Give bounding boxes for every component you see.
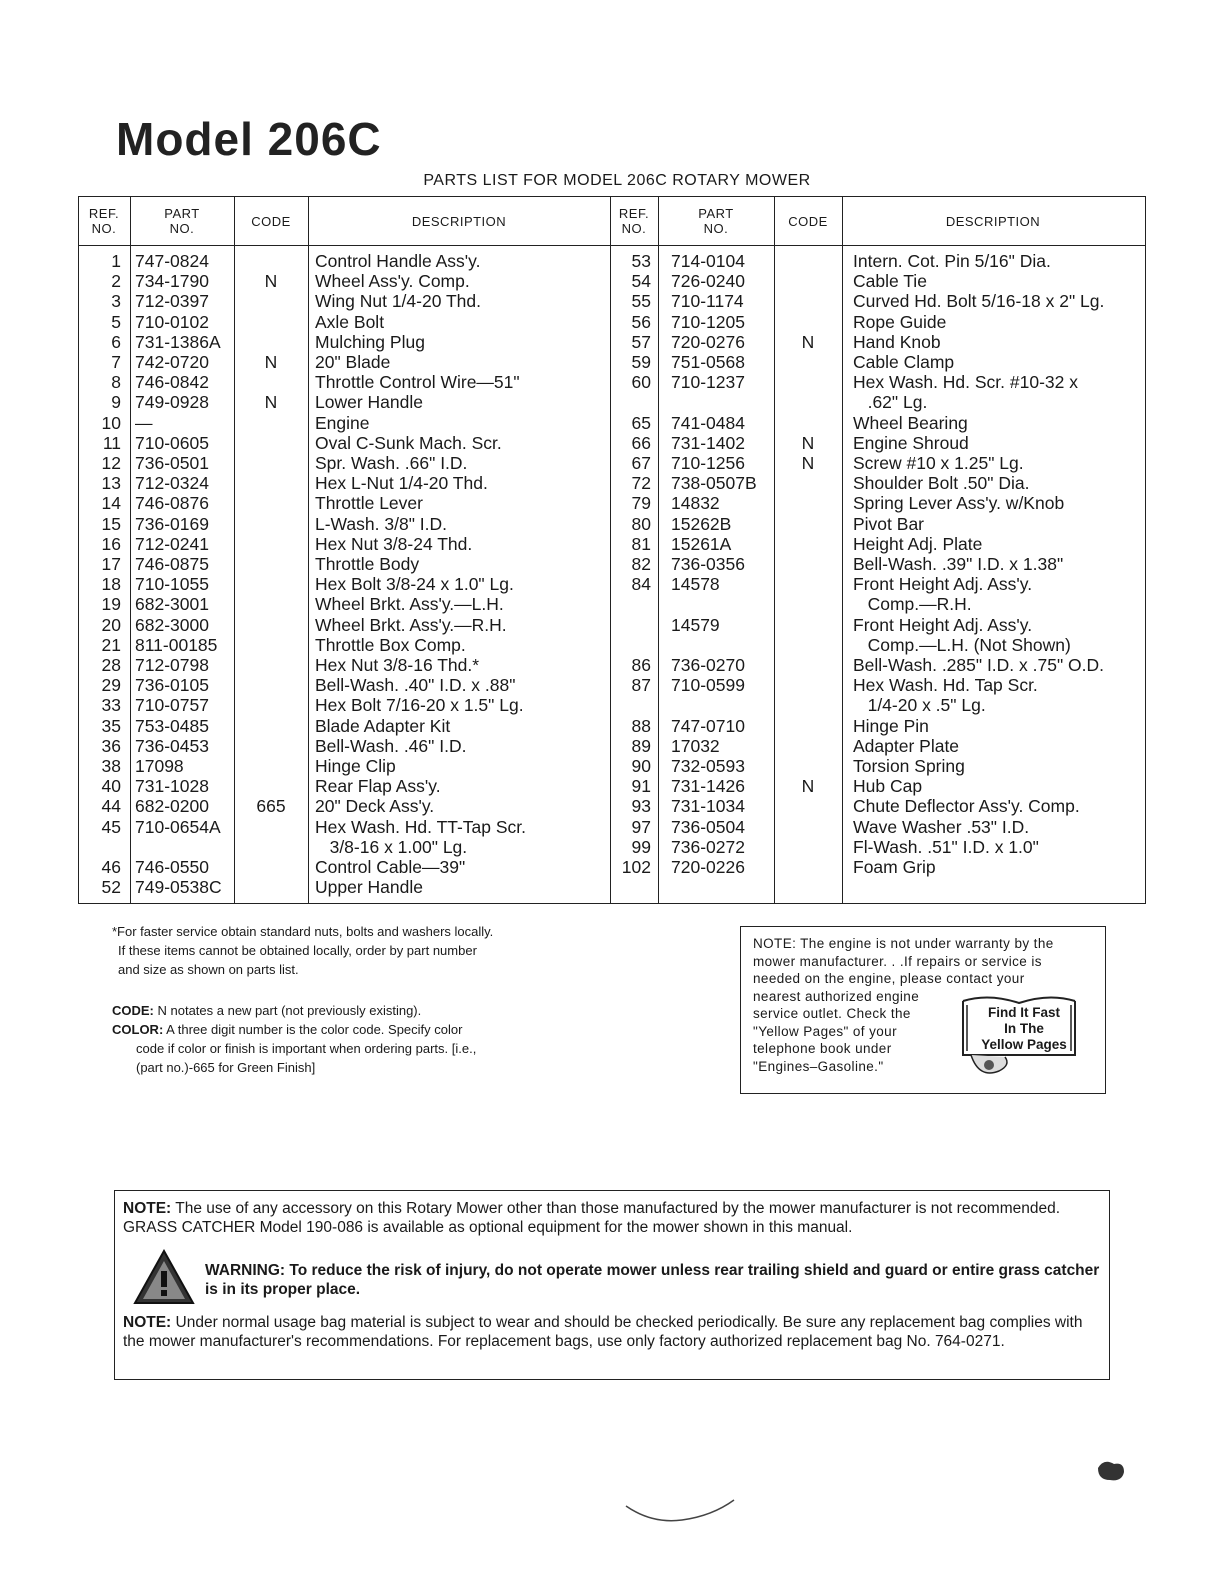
cell-part: 710-0605 [135,432,209,453]
cell-description: Hex Wash. Hd. TT-Tap Scr. [315,816,527,837]
cell-part: — [135,412,153,433]
accessory-warning-box [114,1190,1110,1380]
engine-note-line: needed on the engine, please contact your [753,971,1025,986]
cell-part: 741-0484 [671,412,745,433]
cell-part: 751-0568 [671,352,745,372]
cell-ref: 57 [631,331,651,352]
cell-part: 736-0169 [135,513,209,534]
cell-description: Foam Grip [853,857,936,877]
cell-description: Wave Washer .53" I.D. [853,816,1030,837]
cell-description: Hex Nut 3/8-24 Thd. [315,533,473,554]
code-note [112,1001,612,1020]
table-row-right [79,473,1145,493]
table-row-right [79,716,1145,736]
cell-part: 15262B [671,513,732,534]
cell-part: 17032 [671,735,720,756]
cell-description: Adapter Plate [853,735,960,756]
cell-part: 731-1386A [135,331,221,352]
cell-description: Hand Knob [853,331,941,352]
parts-table [78,196,1146,904]
cell-description: .62" Lg. [853,392,928,413]
cell-ref: 91 [631,776,651,797]
cell-ref: 7 [111,352,121,372]
cell-description: Wheel Brkt. Ass'y.—L.H. [315,594,504,615]
engine-warranty-note [740,926,1106,1094]
table-row-right [79,635,1145,655]
cell-part: 710-0102 [135,311,209,332]
table-row-right [79,857,1145,877]
cell-part: 712-0798 [135,655,209,675]
cell-ref: 93 [631,796,651,817]
cell-ref: 79 [631,493,651,514]
table-row-right [79,291,1145,311]
cell-ref: 66 [631,432,651,453]
accessory-note-label: NOTE: [123,1200,172,1217]
cell-code: N [801,331,815,352]
cell-description: Wheel Bearing [853,412,968,433]
cell-ref: 3 [111,291,121,312]
cell-code: N [801,776,815,797]
cell-part: 710-1237 [671,372,745,393]
bag-note-text: Under normal usage bag material is subject to wear and should be checked periodically. Be sure any replacement bag complies with the mower manufacturer's recommendations. For replacement bags, use only factory authorized replacement bag No. 764-0271. [123,1314,1083,1350]
engine-note-line: service outlet. Check the [753,1006,911,1021]
table-row-right [79,574,1145,594]
cell-description: Front Height Adj. Ass'y. [853,574,1033,595]
table-row-right [79,756,1145,776]
cell-description: Hex Bolt 7/16-20 x 1.5" Lg. [315,695,524,716]
cell-ref: 11 [102,432,121,453]
cell-ref: 89 [631,735,651,756]
cell-part: 14578 [671,574,720,595]
cell-code: 665 [256,796,286,817]
engine-note-line: mower manufacturer. . .If repairs or service is [753,953,1042,969]
engine-note-line: nearest authorized engine [753,988,920,1004]
table-row-right [79,493,1145,513]
cell-description: Oval C-Sunk Mach. Scr. [315,432,502,453]
cell-description: Engine Shroud [853,432,969,453]
cell-description: Wheel Brkt. Ass'y.—R.H. [315,614,507,635]
engine-note-line: "Yellow Pages" of your [753,1023,897,1039]
accessory-note [123,1199,1103,1237]
cell-ref: 1 [111,251,121,271]
cell-part: 731-1034 [671,796,745,817]
cell-part: 712-0397 [135,291,209,312]
cell-part: 710-1174 [671,291,744,312]
cell-ref: 87 [631,675,651,696]
cell-part: 720-0226 [671,857,745,877]
cell-ref: 38 [101,756,121,776]
footnotes [112,922,612,1077]
cell-description: Bell-Wash. .46" I.D. [315,735,467,756]
bag-note [123,1313,1103,1351]
table-row-right [79,514,1145,534]
cell-description: Rear Flap Ass'y. [315,776,441,797]
cell-description: Blade Adapter Kit [315,715,451,736]
cell-part: 738-0507B [671,473,757,494]
cell-part: 736-0453 [135,735,209,756]
cell-description: Bell-Wash. .285" I.D. x .75" O.D. [853,655,1105,675]
cell-code: N [801,453,815,473]
cell-ref: 13 [101,473,121,494]
cell-ref: 8 [111,372,121,393]
cell-part: 749-0928 [135,392,209,413]
cell-ref: 28 [101,655,121,675]
cell-part: 712-0324 [135,473,209,494]
cell-part: 753-0485 [135,715,209,736]
cell-ref: 72 [631,473,651,494]
engine-note-line: NOTE: The engine is not under warranty by the [753,936,1054,951]
table-row-right [79,251,1145,271]
cell-part: 14579 [671,614,720,635]
cell-part: 710-0599 [671,675,745,696]
color-note-label: COLOR: [112,1022,164,1037]
cell-part: 15261A [671,533,732,554]
cell-description: Hinge Pin [853,715,929,736]
cell-part: 14832 [671,493,720,514]
table-row-right [79,655,1145,675]
table-row-right [79,352,1145,372]
cell-description: Bell-Wash. .40" I.D. x .88" [315,675,516,696]
table-row-left [79,877,1145,897]
cell-description: Hex Bolt 3/8-24 x 1.0" Lg. [315,574,514,595]
header-description-right: DESCRIPTION [945,213,1041,229]
color-note-text: A three digit number is the color code. Specify color [163,1022,463,1037]
cell-description: Spr. Wash. .66" I.D. [315,453,468,473]
bag-note-label: NOTE: [123,1314,172,1331]
code-note-text: N notates a new part (not previously existing). [153,1003,422,1018]
cell-ref: 97 [631,816,651,837]
cell-part: 731-1426 [671,776,745,797]
cell-description: Throttle Control Wire—51" [315,372,520,393]
cell-description: Screw #10 x 1.25" Lg. [853,453,1024,473]
footnote-line: If these items cannot be obtained locally, order by part number [118,943,477,958]
cell-part: 710-0757 [135,695,209,716]
table-row-right [79,312,1145,332]
header-code-left: CODE [251,213,291,229]
cell-part: 682-3000 [135,614,209,635]
table-row-right [79,392,1145,412]
footnote-line: *For faster service obtain standard nuts, bolts and washers locally. [112,924,494,939]
cell-description: 20" Deck Ass'y. [315,796,435,817]
cell-ref: 5 [111,311,121,332]
cell-part: 746-0875 [135,554,209,574]
cell-description: Fl-Wash. .51" I.D. x 1.0" [853,836,1039,857]
cell-description: Throttle Body [315,554,420,574]
cell-description: Spring Lever Ass'y. w/Knob [853,493,1065,514]
code-note-label: CODE: [112,1003,154,1018]
cell-part: 710-1205 [671,311,745,332]
cell-ref: 99 [631,836,651,857]
cell-description: L-Wash. 3/8" I.D. [315,513,447,534]
cell-code: N [264,352,278,372]
table-row-right [79,817,1145,837]
cell-ref: 29 [101,675,121,696]
cell-ref: 67 [631,453,651,473]
cell-part: 682-3001 [135,594,209,615]
table-row-right [79,554,1145,574]
parts-list-subtitle: PARTS LIST FOR MODEL 206C ROTARY MOWER [423,172,811,189]
cell-code: N [264,271,278,292]
cell-part: 746-0550 [135,857,209,877]
cell-part: 682-0200 [135,796,209,817]
footnote-line: and size as shown on parts list. [118,962,299,977]
cell-description: Upper Handle [315,877,423,898]
cell-description: Height Adj. Plate [853,533,983,554]
yellow-pages-badge-text [971,1005,1077,1053]
cell-description: 20" Blade [315,352,391,372]
cell-part: 731-1402 [671,432,745,453]
table-row-right [79,675,1145,695]
header-code-right: CODE [788,213,828,229]
cell-description: Cable Tie [853,271,927,292]
cell-description: Wheel Ass'y. Comp. [315,271,470,292]
cell-description: Hex Nut 3/8-16 Thd.* [315,655,480,675]
cell-ref: 65 [631,412,651,433]
cell-ref: 2 [111,271,121,292]
table-row-right [79,615,1145,635]
cell-part: 746-0842 [135,372,209,393]
cell-description: Chute Deflector Ass'y. Comp. [853,796,1080,817]
cell-description: Torsion Spring [853,756,965,776]
cell-description: Curved Hd. Bolt 5/16-18 x 2" Lg. [853,291,1105,312]
cell-description: Engine [315,412,370,433]
cell-ref: 80 [631,513,651,534]
cell-ref: 10 [101,412,121,433]
color-note-line: (part no.)-665 for Green Finish] [136,1060,316,1075]
cell-description: Cable Clamp [853,352,955,372]
table-row-right [79,534,1145,554]
cell-part: 720-0276 [671,331,745,352]
cell-part: 714-0104 [671,251,745,271]
table-row-right [79,796,1145,816]
cell-part: 736-0504 [671,816,745,837]
cell-part: 734-1790 [135,271,209,292]
ink-smudge [1094,1458,1128,1484]
cell-ref: 35 [101,715,121,736]
cell-description: Mulching Plug [315,331,425,352]
cell-ref: 45 [101,816,121,837]
color-note [112,1020,612,1039]
cell-ref: 19 [101,594,121,615]
cell-description: Axle Bolt [315,311,385,332]
cell-ref: 59 [631,352,651,372]
cell-description: Pivot Bar [853,513,924,534]
table-row-right [79,736,1145,756]
yellow-pages-badge [959,995,1079,1081]
cell-ref: 54 [631,271,651,292]
table-row-right [79,332,1145,352]
cell-description: Comp.—L.H. (Not Shown) [853,634,1071,655]
cell-description: Bell-Wash. .39" I.D. x 1.38" [853,554,1064,574]
warning-triangle-icon [133,1249,195,1305]
cell-code: N [264,392,278,413]
cell-description: Shoulder Bolt .50" Dia. [853,473,1030,494]
table-row-right [79,372,1145,392]
header-part-right: PART NO. [698,206,734,236]
cell-ref: 33 [101,695,121,716]
cell-description: Control Cable—39" [315,857,466,877]
table-row-right [79,837,1145,857]
cell-ref: 60 [631,372,651,393]
table-row-right [79,271,1145,291]
cell-part: 17098 [135,756,184,776]
cell-description: Control Handle Ass'y. [315,251,481,271]
cell-description: 1/4-20 x .5" Lg. [853,695,986,716]
cell-part: 736-0501 [135,453,209,473]
cell-description: Intern. Cot. Pin 5/16" Dia. [853,251,1051,271]
header-description-left: DESCRIPTION [411,213,507,229]
engine-note-line: "Engines–Gasoline." [753,1058,884,1074]
warning-text: WARNING: To reduce the risk of injury, do not operate mower unless rear trailing shield and guard or entire grass catcher is in its proper place. [205,1262,1100,1298]
cell-ref: 53 [631,251,651,271]
cell-ref: 82 [631,554,651,574]
cell-ref: 15 [101,513,121,534]
table-row-right [79,776,1145,796]
cell-part: 747-0710 [671,715,745,736]
cell-ref: 56 [631,311,651,332]
cell-ref: 6 [111,331,121,352]
table-row-right [79,695,1145,715]
cell-part: 747-0824 [135,251,209,271]
cell-description: Rope Guide [853,311,947,332]
badge-label: Find It Fast In The Yellow Pages [981,1005,1067,1052]
table-header [79,197,1145,246]
cell-ref: 102 [621,857,651,877]
cell-part: 731-1028 [135,776,209,797]
cell-ref: 40 [101,776,121,797]
cell-part: 712-0241 [135,533,209,554]
cell-ref: 18 [101,574,121,595]
cell-code: N [801,432,815,453]
cell-description: Throttle Box Comp. [315,634,466,655]
color-note-line: code if color or finish is important when ordering parts. [i.e., [136,1041,477,1056]
cell-ref: 52 [101,877,121,898]
cell-part: 736-0105 [135,675,209,696]
header-ref-right: REF. NO. [618,206,650,236]
cell-ref: 20 [101,614,121,635]
cell-part: 742-0720 [135,352,209,372]
header-ref-left: REF. NO. [88,206,120,236]
cell-description: Wing Nut 1/4-20 Thd. [315,291,482,312]
cell-ref: 17 [101,554,121,574]
cell-ref: 16 [101,533,121,554]
cell-ref: 46 [101,857,121,877]
cell-description: Hex L-Nut 1/4-20 Thd. [315,473,488,494]
cell-description: Comp.—R.H. [853,594,972,615]
page-title: Model 206C [116,113,382,165]
accessory-note-text: The use of any accessory on this Rotary Mower other than those manufactured by the mower manufacturer is not recommended. GRASS CATCHER Model 190-086 is available as optional equipment for the mower shown in this manual. [123,1200,1061,1236]
cell-part: 736-0356 [671,554,745,574]
cell-part: 710-1256 [671,453,745,473]
cell-ref: 36 [101,735,121,756]
cell-part: 749-0538C [135,877,222,898]
cell-ref: 21 [101,634,121,655]
engine-note-line: telephone book under [753,1041,892,1056]
cell-ref: 86 [631,655,651,675]
table-row-right [79,594,1145,614]
cell-description: 3/8-16 x 1.00" Lg. [315,836,468,857]
cell-description: Lower Handle [315,392,423,413]
cell-part: 736-0272 [671,836,745,857]
cell-ref: 55 [631,291,651,312]
cell-ref: 88 [631,715,651,736]
cell-part: 726-0240 [671,271,745,292]
cell-description: Throttle Lever [315,493,423,514]
cell-ref: 12 [101,453,121,473]
cell-ref: 90 [631,756,651,776]
cell-description: Hex Wash. Hd. Scr. #10-32 x [853,372,1078,393]
table-row-right [79,413,1145,433]
cell-description: Hex Wash. Hd. Tap Scr. [853,675,1038,696]
cell-part: 710-1055 [135,574,209,595]
header-part-left: PART NO. [164,206,200,236]
cell-ref: 84 [631,574,651,595]
cell-part: 736-0270 [671,655,745,675]
cell-description: Front Height Adj. Ass'y. [853,614,1033,635]
cell-part: 746-0876 [135,493,209,514]
table-row-right [79,453,1145,473]
cell-ref: 44 [101,796,121,817]
cell-ref: 81 [631,533,651,554]
cell-description: Hinge Clip [315,756,396,776]
table-row-right [79,433,1145,453]
cell-part: 710-0654A [135,816,221,837]
cell-description: Hub Cap [853,776,923,797]
cell-part: 811-00185 [135,634,218,655]
cell-ref: 14 [101,493,121,514]
cell-ref: 9 [111,392,121,413]
cell-part: 732-0593 [671,756,745,776]
pen-mark [622,1494,742,1534]
